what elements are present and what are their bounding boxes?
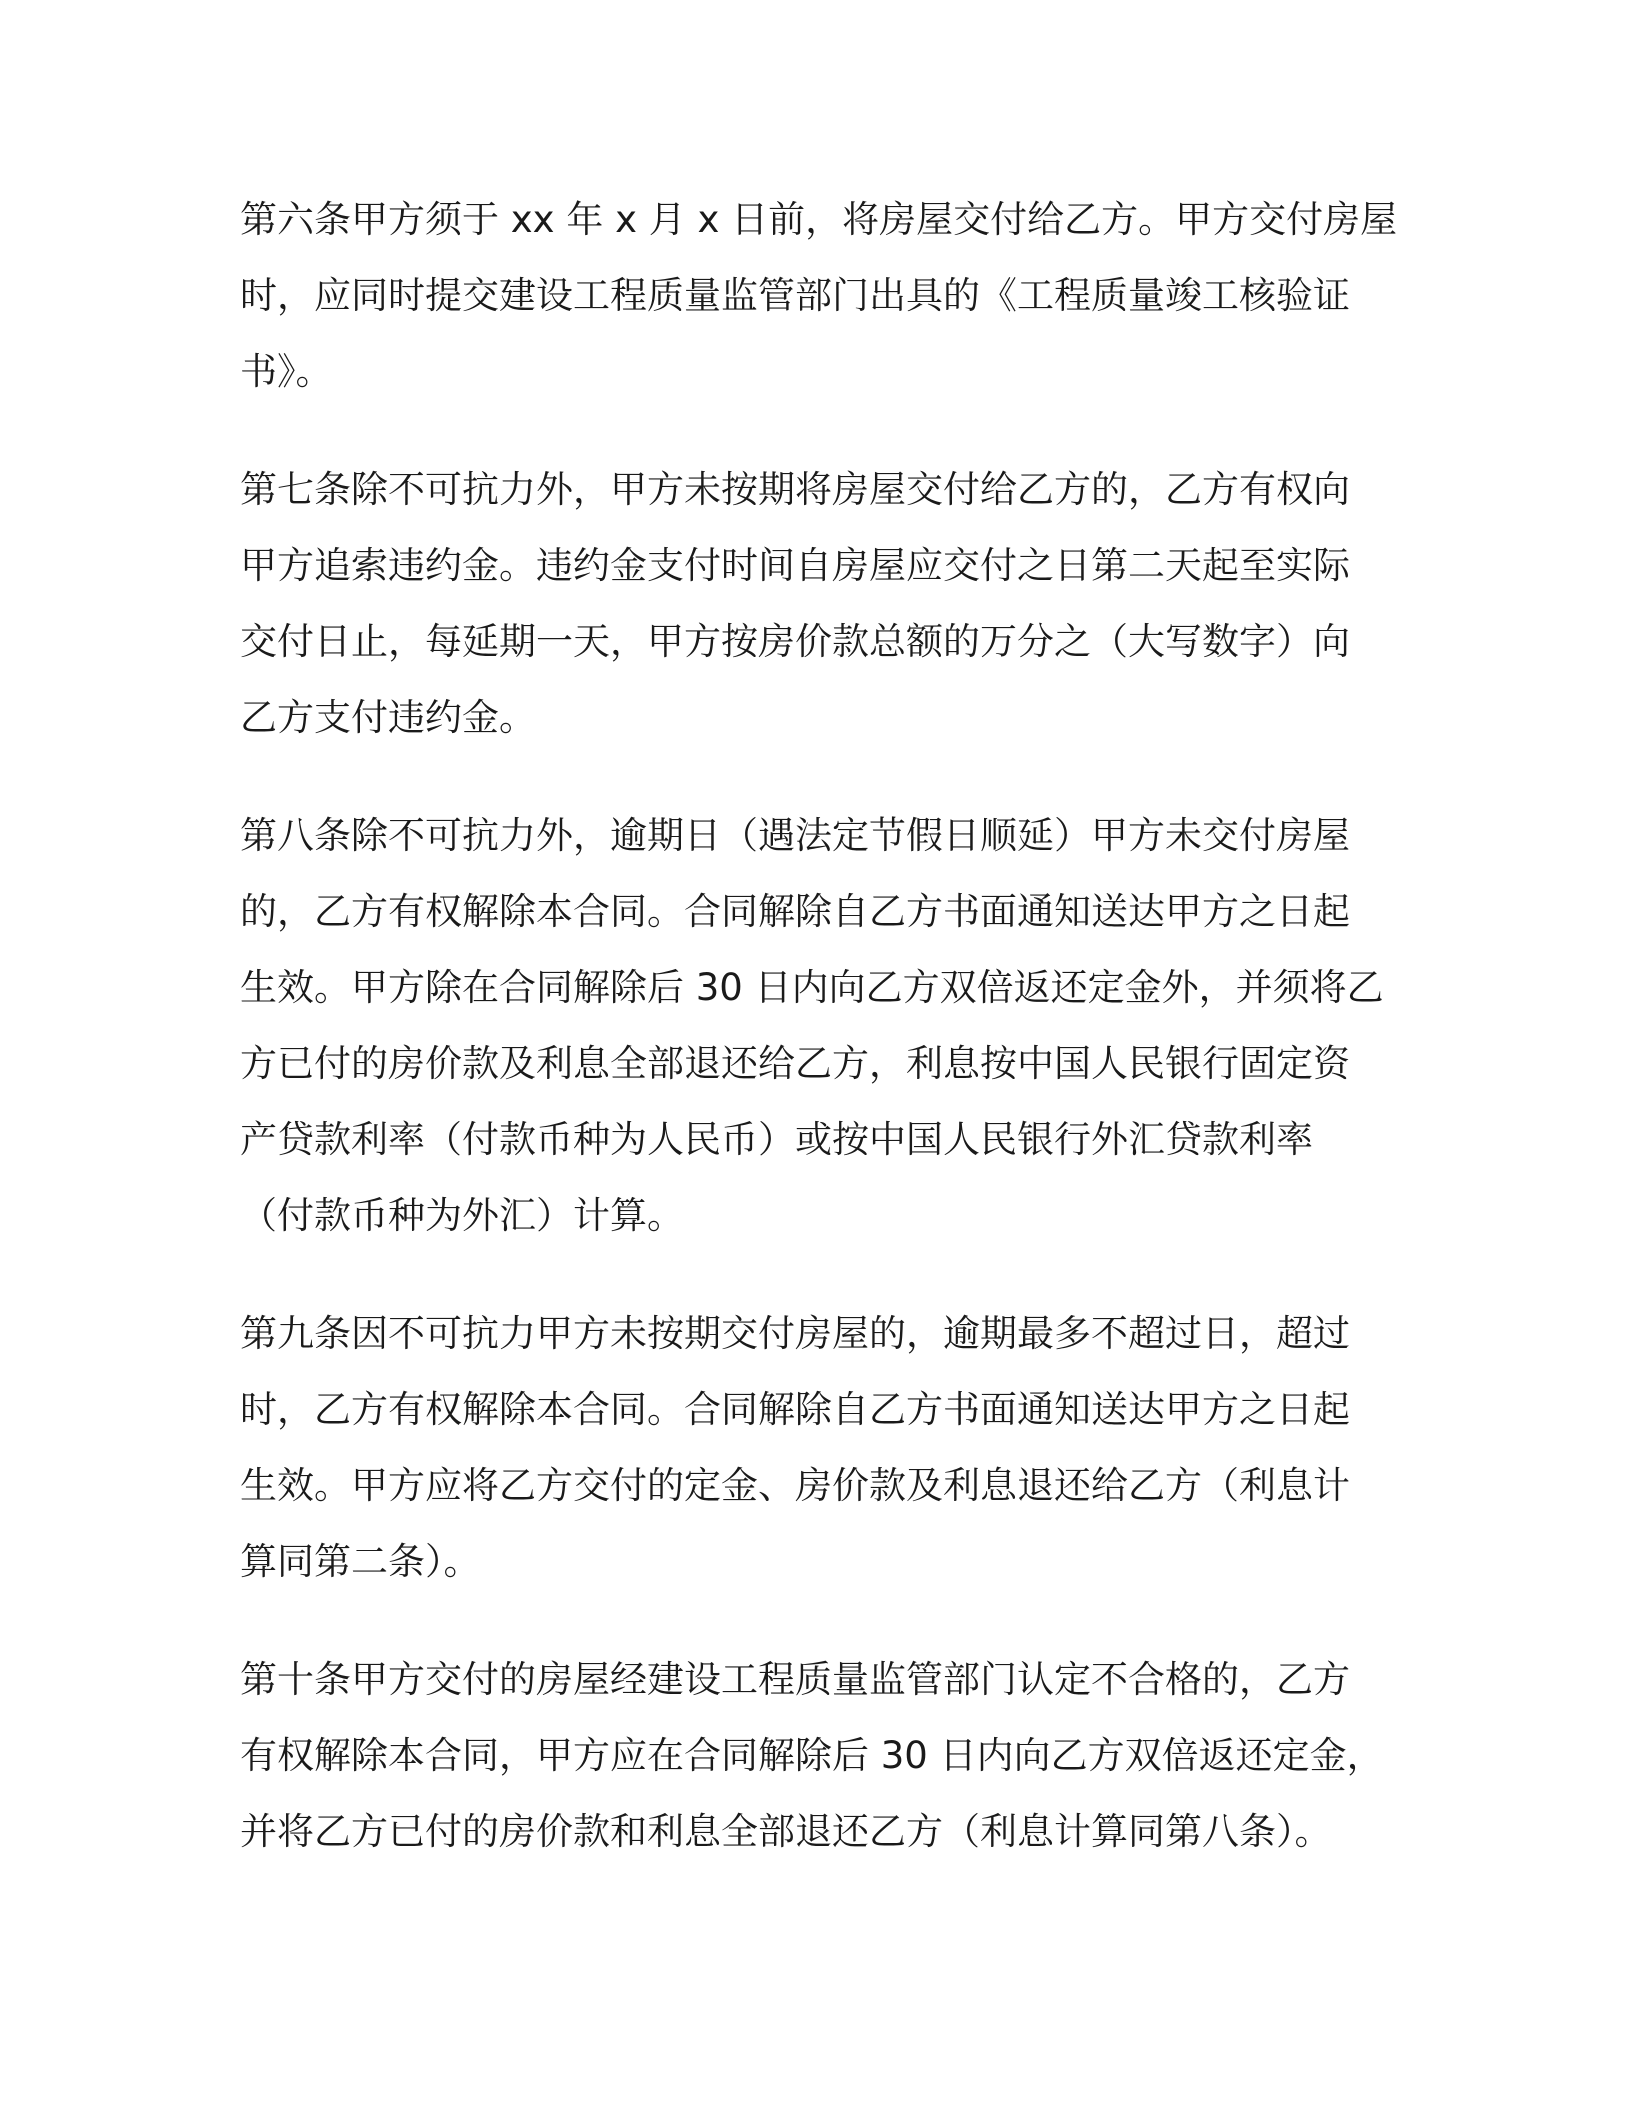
paragraph-line: 第七条除不可抗力外，甲方未按期将房屋交付给乙方的，乙方有权向 [240,468,1350,511]
paragraph-line: 书》。 [240,350,333,393]
paragraph-line: 时，应同时提交建设工程质量监管部门出具的《工程质量竣工核验证 [240,274,1350,317]
paragraph-line: （付款币种为外汇）计算。 [240,1194,684,1237]
article-8-paragraph [240,798,1410,1254]
paragraph-line: 有权解除本合同，甲方应在合同解除后 30 日内向乙方双倍返还定金， [240,1734,1384,1777]
paragraph-line: 交付日止，每延期一天，甲方按房价款总额的万分之（大写数字）向 [240,620,1350,663]
paragraph-line: 时，乙方有权解除本合同。合同解除自乙方书面通知送达甲方之日起 [240,1388,1350,1431]
paragraph-line: 生效。甲方应将乙方交付的定金、房价款及利息退还给乙方（利息计 [240,1464,1350,1507]
paragraph-line: 第八条除不可抗力外，逾期日（遇法定节假日顺延）甲方未交付房屋 [240,814,1350,857]
paragraph-line: 第十条甲方交付的房屋经建设工程质量监管部门认定不合格的，乙方 [240,1658,1350,1701]
paragraph-line: 并将乙方已付的房价款和利息全部退还乙方（利息计算同第八条）。 [240,1810,1332,1853]
paragraph-line: 方已付的房价款及利息全部退还给乙方，利息按中国人民银行固定资 [240,1042,1350,1085]
article-10-paragraph [240,1642,1410,1870]
paragraph-line: 生效。甲方除在合同解除后 30 日内向乙方双倍返还定金外，并须将乙 [240,966,1384,1009]
article-7-paragraph [240,452,1410,756]
paragraph-line: 甲方追索违约金。违约金支付时间自房屋应交付之日第二天起至实际 [240,544,1350,587]
paragraph-line: 算同第二条）。 [240,1540,481,1583]
paragraph-line: 第六条甲方须于 xx 年 x 月 x 日前，将房屋交付给乙方。甲方交付房屋 [240,198,1398,241]
paragraph-line: 乙方支付违约金。 [240,696,536,739]
article-6-paragraph [240,182,1410,410]
article-9-paragraph [240,1296,1410,1600]
paragraph-line: 的，乙方有权解除本合同。合同解除自乙方书面通知送达甲方之日起 [240,890,1350,933]
document-body [240,182,1410,1912]
paragraph-line: 第九条因不可抗力甲方未按期交付房屋的，逾期最多不超过日，超过 [240,1312,1350,1355]
paragraph-line: 产贷款利率（付款币种为人民币）或按中国人民银行外汇贷款利率 [240,1118,1313,1161]
